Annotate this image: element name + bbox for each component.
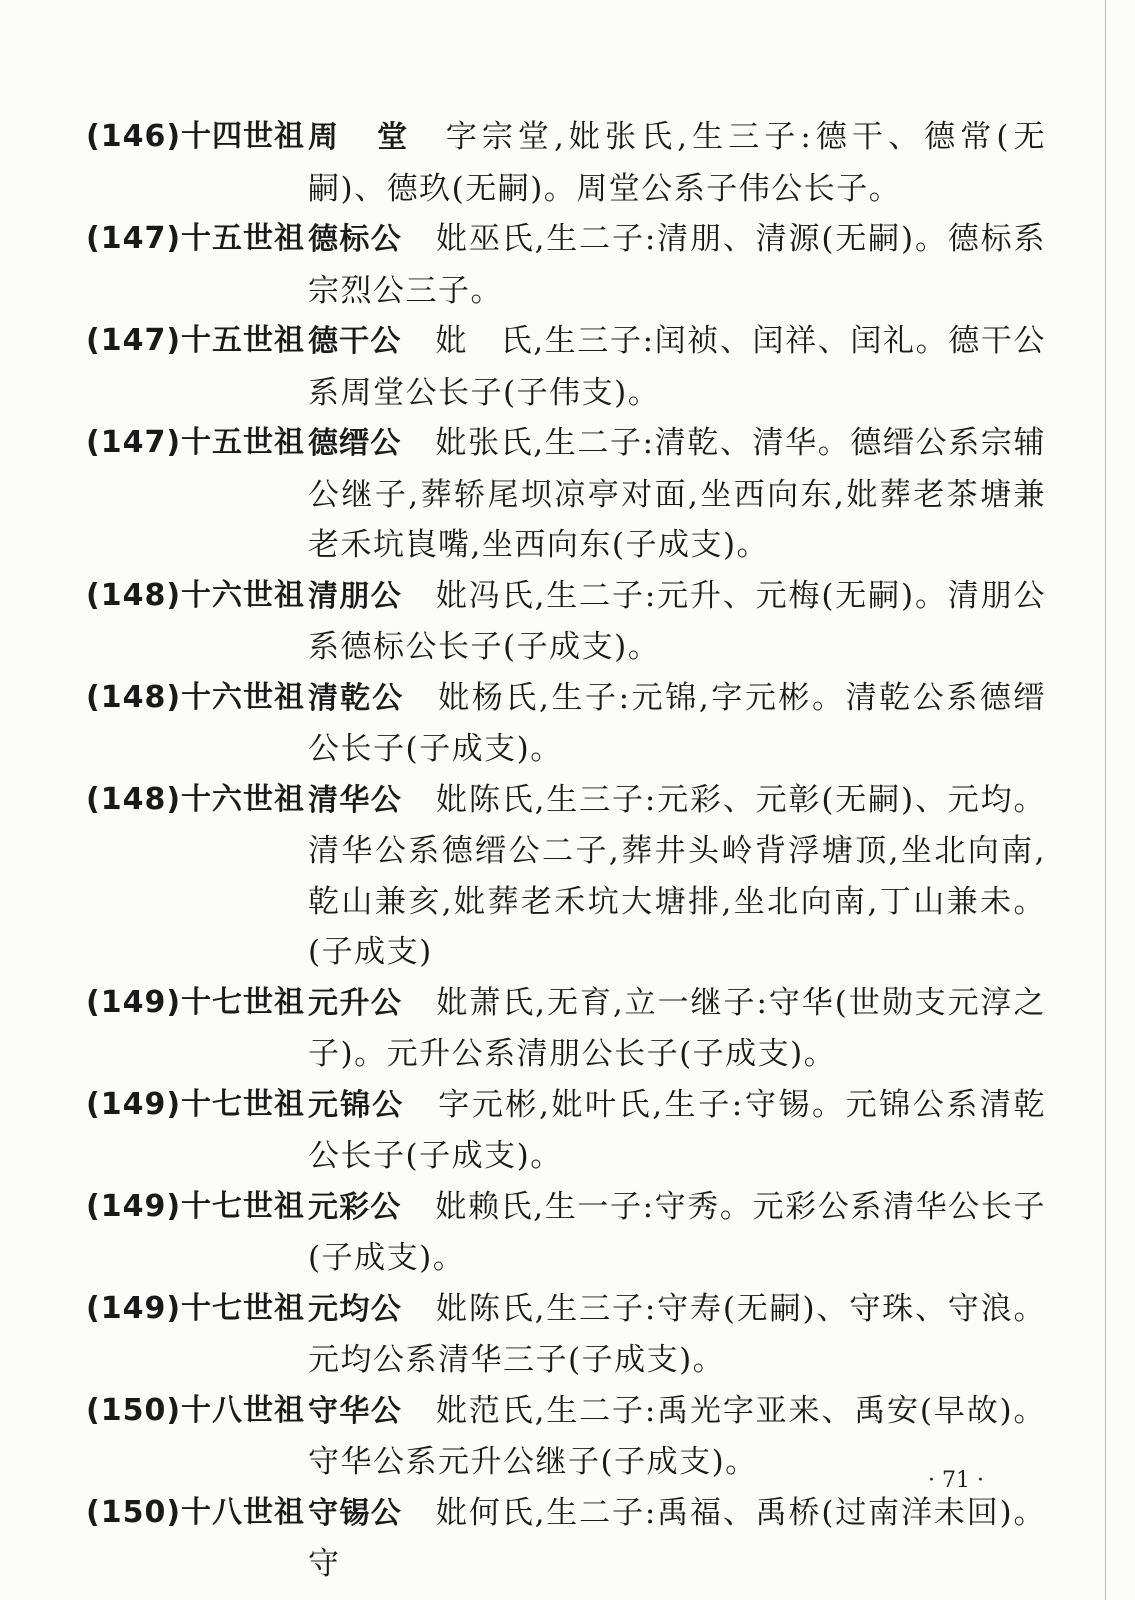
- page-number: · 71 ·: [928, 1468, 984, 1493]
- page-edge-line: [1105, 0, 1106, 1600]
- entry-ancestor-name: 清华公: [308, 782, 403, 818]
- entry-ancestor-name: 清乾公: [308, 680, 405, 716]
- entry-generation-label: (150)十八世祖: [86, 1494, 306, 1530]
- genealogy-entry: [86, 673, 1046, 775]
- genealogy-entry: [86, 214, 1046, 316]
- genealogy-entry: [86, 1080, 1046, 1182]
- entry-ancestor-name: 元锦公: [308, 1087, 405, 1123]
- entry-description: 妣萧氏,无育,立一继子:守华(世勋支元淳之子)。元升公系清朋公长子(子成支)。: [308, 984, 1047, 1072]
- entry-description: 妣冯氏,生二子:元升、元梅(无嗣)。清朋公系德标公长子(子成支)。: [308, 577, 1046, 665]
- entry-generation-label: (149)十七世祖: [86, 1290, 306, 1326]
- entry-description: 妣张氏,生二子:清乾、清华。德缙公系宗辅公继子,葬轿尾坝凉亭对面,坐西向东,妣葬老茶塘兼老禾坑崀嘴,坐西向东(子成支)。: [308, 425, 1047, 563]
- entry-ancestor-name: 清朋公: [308, 578, 403, 614]
- entry-ancestor-name: 守华公: [308, 1393, 403, 1429]
- entry-description: 字元彬,妣叶氏,生子:守锡。元锦公系清乾公长子(子成支)。: [308, 1086, 1047, 1174]
- genealogy-entry: [86, 775, 1046, 978]
- genealogy-entry: [86, 112, 1046, 214]
- entry-description: 妣赖氏,生一子:守秀。元彩公系清华公长子(子成支)。: [308, 1188, 1047, 1276]
- entry-generation-label: (146)十四世祖: [86, 119, 306, 154]
- entry-description: 妣杨氏,生子:元锦,字元彬。清乾公系德缙公长子(子成支)。: [308, 679, 1047, 767]
- entry-generation-label: (147)十五世祖: [86, 323, 306, 358]
- genealogy-entry: [86, 978, 1046, 1080]
- entry-ancestor-name: 德标公: [308, 222, 403, 257]
- entry-ancestor-name: 元均公: [308, 1291, 403, 1327]
- genealogy-entry: [86, 418, 1046, 571]
- entry-description: 妣 氏,生三子:闰祯、闰祥、闰礼。德干公系周堂公长子(子伟支)。: [308, 323, 1047, 411]
- genealogy-entry: [86, 1182, 1046, 1284]
- entry-ancestor-name: 元升公: [308, 985, 403, 1021]
- entry-description: 妣陈氏,生三子:守寿(无嗣)、守珠、守浪。元均公系清华三子(子成支)。: [308, 1290, 1046, 1378]
- entry-generation-label: (148)十六世祖: [86, 781, 306, 817]
- entry-generation-label: (147)十五世祖: [86, 425, 306, 460]
- entry-generation-label: (148)十六世祖: [86, 679, 306, 715]
- entry-ancestor-name: 周 堂: [308, 120, 412, 155]
- entry-ancestor-name: 德干公: [308, 324, 402, 359]
- genealogy-entry-list: [86, 112, 1046, 1590]
- entry-ancestor-name: 守锡公: [308, 1495, 403, 1531]
- entry-ancestor-name: 德缙公: [308, 426, 402, 461]
- entry-description: 妣范氏,生二子:禹光字亚来、禹安(早故)。守华公系元升公继子(子成支)。: [308, 1392, 1046, 1480]
- entry-generation-label: (150)十八世祖: [86, 1392, 306, 1428]
- genealogy-entry: [86, 1488, 1046, 1590]
- genealogy-entry: [86, 1284, 1046, 1386]
- entry-description: 妣何氏,生二子:禹福、禹桥(过南洋未回)。守: [308, 1494, 1046, 1582]
- entry-description: 妣巫氏,生二子:清朋、清源(无嗣)。德标系宗烈公三子。: [308, 221, 1046, 309]
- entry-generation-label: (148)十六世祖: [86, 577, 306, 613]
- genealogy-entry: [86, 571, 1046, 673]
- genealogy-entry: [86, 316, 1046, 418]
- entry-description: 字宗堂,妣张氏,生三子:德干、德常(无嗣)、德玖(无嗣)。周堂公系子伟公长子。: [308, 119, 1046, 207]
- genealogy-entry: [86, 1386, 1046, 1488]
- entry-generation-label: (147)十五世祖: [86, 221, 306, 256]
- entry-generation-label: (149)十七世祖: [86, 1188, 306, 1224]
- entry-description: 妣陈氏,生三子:元彩、元彰(无嗣)、元均。清华公系德缙公二子,葬井头岭背浮塘顶,坐北向南,乾山兼亥,妣葬老禾坑大塘排,坐北向南,丁山兼未。(子成支): [308, 781, 1046, 970]
- entry-generation-label: (149)十七世祖: [86, 984, 306, 1020]
- entry-ancestor-name: 元彩公: [308, 1189, 402, 1225]
- entry-generation-label: (149)十七世祖: [86, 1086, 306, 1122]
